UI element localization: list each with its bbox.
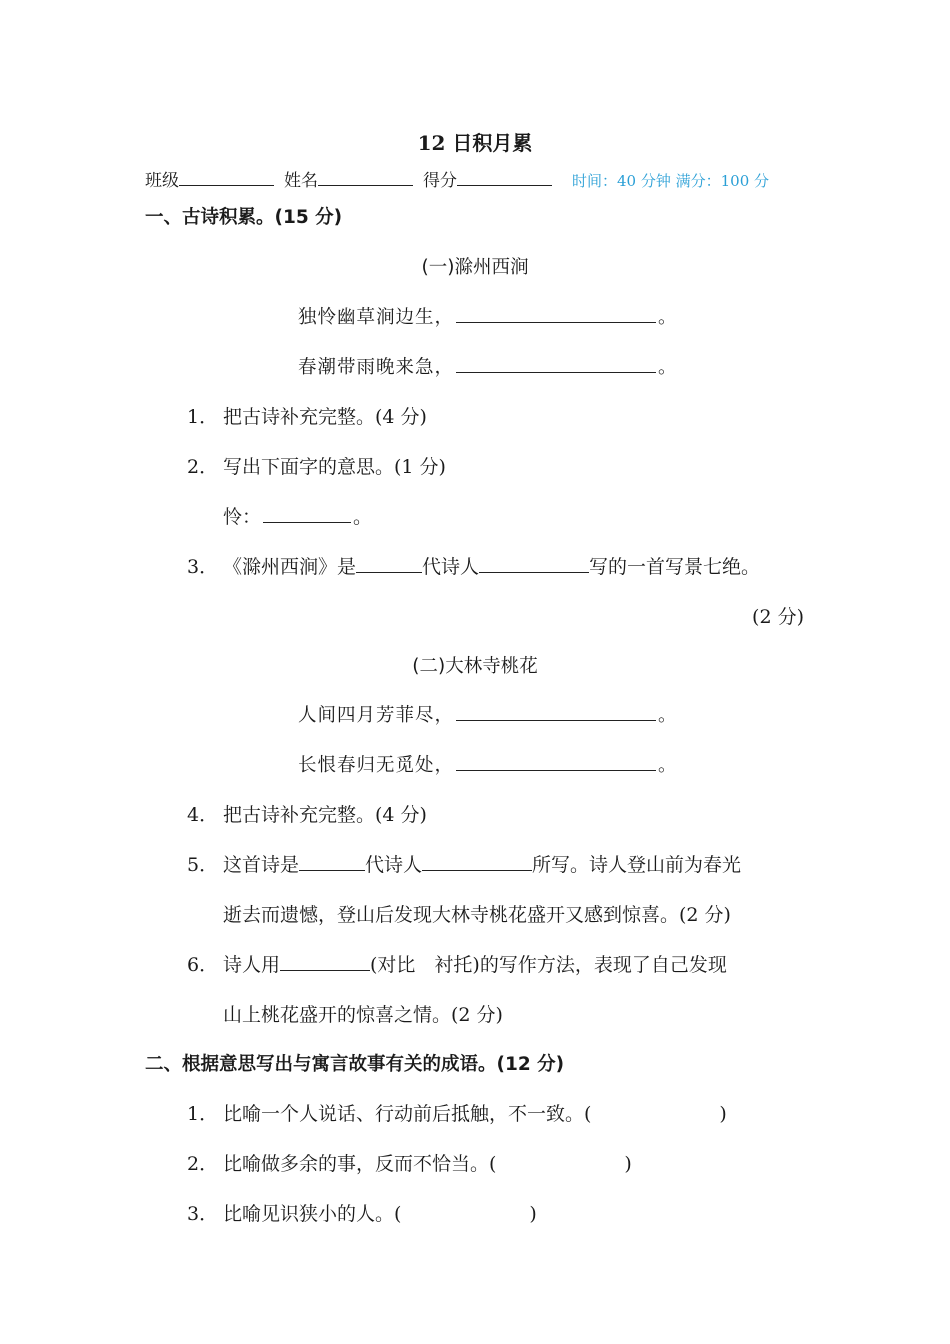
poem-text: 人间四月芳菲尽， [298, 705, 455, 726]
class-label: 班级 [145, 171, 179, 191]
poem-text: 春潮带雨晚来急， [298, 357, 455, 378]
question-2-sub: 怜： 。 [223, 506, 373, 528]
question-3: 3． 《滁州西涧》是 代诗人 写的一首写景七绝。 [187, 556, 761, 578]
poem-2-line-2 [298, 751, 678, 777]
answer-blank[interactable] [456, 354, 656, 373]
period: 。 [658, 307, 678, 328]
poem-2-line-1 [298, 701, 678, 727]
question-4: 4． 把古诗补充完整。(4 分) [187, 804, 427, 826]
period: 。 [658, 357, 678, 378]
poem-2-title: (二)大林寺桃花 [412, 656, 538, 677]
poet-blank[interactable] [422, 852, 532, 871]
question-3-score: (2 分) [752, 606, 804, 628]
period: 。 [658, 755, 678, 776]
name-label: 姓名 [284, 171, 318, 191]
question-6-line-2: 山上桃花盛开的惊喜之情。(2 分) [223, 1004, 503, 1026]
question-5-line-2: 逝去而遗憾，登山后发现大林寺桃花盛开又感到惊喜。(2 分) [223, 904, 731, 926]
idiom-question-1: 1． 比喻一个人说话、行动前后抵触，不一致。( ) [187, 1103, 727, 1125]
section-2-heading: 二、根据意思写出与寓言故事有关的成语。(12 分) [145, 1054, 565, 1075]
page-title: 12 日积月累 [417, 131, 533, 155]
answer-blank[interactable] [456, 702, 656, 721]
section-1-heading: 一、古诗积累。(15 分) [145, 207, 343, 228]
time-score-info: 时间：40 分钟 满分：100 分 [572, 172, 770, 190]
header-row [145, 166, 769, 191]
poem-text: 长恨春归无觅处， [298, 755, 455, 776]
idiom-question-2: 2． 比喻做多余的事，反而不恰当。( ) [187, 1153, 632, 1175]
answer-blank[interactable] [263, 504, 351, 523]
name-field[interactable] [318, 167, 413, 186]
poem-1-line-2 [298, 353, 678, 379]
idiom-question-3: 3． 比喻见识狭小的人。( ) [187, 1203, 537, 1225]
poet-blank[interactable] [479, 554, 589, 573]
dynasty-blank[interactable] [356, 554, 422, 573]
poem-1-line-1 [298, 303, 678, 329]
answer-blank[interactable] [456, 304, 656, 323]
poem-1-title: (一)滁州西涧 [421, 257, 529, 278]
dynasty-blank[interactable] [299, 852, 365, 871]
method-blank[interactable] [280, 952, 370, 971]
class-field[interactable] [179, 167, 274, 186]
question-5: 5． 这首诗是 代诗人 所写。诗人登山前为春光 [187, 854, 742, 876]
question-2: 2． 写出下面字的意思。(1 分) [187, 456, 446, 478]
period: 。 [658, 705, 678, 726]
score-field[interactable] [457, 167, 552, 186]
poem-text: 独怜幽草涧边生， [298, 307, 455, 328]
score-label: 得分 [423, 171, 457, 191]
question-1: 1． 把古诗补充完整。(4 分) [187, 406, 427, 428]
question-6: 6． 诗人用 (对比 衬托)的写作方法，表现了自己发现 [187, 954, 727, 976]
answer-blank[interactable] [456, 752, 656, 771]
